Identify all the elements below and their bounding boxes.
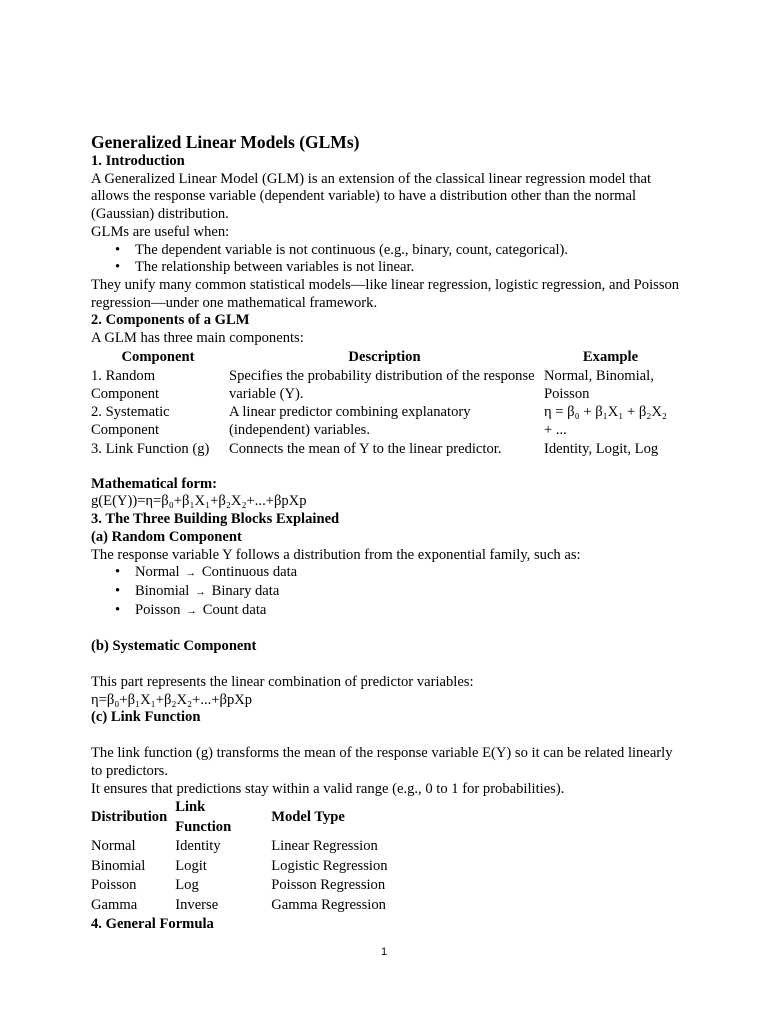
table-row bbox=[89, 367, 679, 403]
dist-data: Binary data bbox=[211, 582, 280, 599]
cell-example: Normal, Binomial, Poisson bbox=[544, 367, 654, 402]
link-function-range-text: It ensures that predictions stay within a valid range (e.g., 0 to 1 for probabilities). bbox=[91, 780, 565, 797]
cell-link: Log bbox=[175, 877, 199, 894]
cell-model: Gamma Regression bbox=[271, 897, 386, 914]
list-item: • The relationship between variables is not linear. bbox=[135, 259, 681, 277]
link-functions-table bbox=[91, 798, 388, 915]
dist-name: Binomial bbox=[135, 582, 190, 599]
useful-when-list bbox=[91, 242, 681, 277]
dist-data: Count data bbox=[202, 601, 267, 618]
link-function-text: The link function (g) transforms the mean of the response variable E(Y) so it can be related linearly to predictors. bbox=[91, 745, 673, 779]
right-arrow-icon: → bbox=[185, 567, 197, 580]
cell-link: Logit bbox=[175, 857, 207, 874]
intro-paragraph: A Generalized Linear Model (GLM) is an extension of the classical linear regression model that allows the response variable (dependent variable) to have a distribution other than the normal (Gaussian) distribution. bbox=[91, 170, 652, 223]
cell-distribution: Binomial bbox=[91, 857, 146, 874]
table-header-row bbox=[91, 798, 388, 837]
header-component: Component bbox=[121, 348, 195, 365]
list-item bbox=[135, 583, 681, 602]
table-row bbox=[91, 837, 388, 857]
page-number: 1 bbox=[380, 946, 388, 958]
section-3-heading: 3. The Three Building Blocks Explained bbox=[91, 511, 340, 528]
unify-paragraph: They unify many common statistical models—like linear regression, logistic regression, and Poisson regression—under one mathematical framework. bbox=[91, 276, 680, 311]
cell-model: Poisson Regression bbox=[271, 877, 386, 894]
cell-description: Connects the mean of Y to the linear predictor. bbox=[229, 440, 502, 457]
section-2-heading: 2. Components of a GLM bbox=[91, 312, 250, 329]
list-item bbox=[135, 602, 681, 621]
cell-description: A linear predictor combining explanatory (independent) variables. bbox=[229, 404, 471, 439]
random-component-text: The response variable Y follows a distribution from the exponential family, such as: bbox=[91, 546, 581, 563]
document-page bbox=[91, 132, 681, 933]
link-function-heading: (c) Link Function bbox=[91, 709, 201, 726]
dist-name: Normal bbox=[135, 564, 180, 581]
linear-predictor-formula: η=β₀+β₁X₁+β₂X₂+...+βpXp bbox=[91, 691, 253, 708]
table-header-row bbox=[89, 348, 679, 367]
cell-link: Identity bbox=[175, 838, 221, 855]
random-component-heading: (a) Random Component bbox=[91, 528, 242, 545]
cell-component: 1. Random Component bbox=[91, 367, 160, 402]
cell-distribution: Gamma bbox=[91, 897, 138, 914]
cell-model: Logistic Regression bbox=[271, 857, 388, 874]
cell-example: Identity, Logit, Log bbox=[544, 440, 659, 457]
systematic-component-heading: (b) Systematic Component bbox=[91, 638, 257, 655]
dist-name: Poisson bbox=[135, 601, 181, 618]
table-row bbox=[91, 857, 388, 877]
header-example: Example bbox=[582, 348, 639, 365]
math-formula: g(E(Y))=η=β₀+β₁X₁+β₂X₂+...+βpXp bbox=[91, 493, 307, 510]
cell-distribution: Poisson bbox=[91, 877, 137, 894]
cell-example: η = β₀ + β₁X₁ + β₂X₂ + ... bbox=[544, 404, 668, 439]
section-1-heading: 1. Introduction bbox=[91, 153, 185, 169]
cell-model: Linear Regression bbox=[271, 838, 378, 855]
cell-description: Specifies the probability distribution of the response variable (Y). bbox=[229, 367, 535, 402]
document-title: Generalized Linear Models (GLMs) bbox=[91, 132, 360, 152]
section-4-heading: 4. General Formula bbox=[91, 915, 214, 932]
header-description: Description bbox=[348, 348, 421, 365]
math-form-label: Mathematical form: bbox=[91, 475, 218, 492]
header-distribution: Distribution bbox=[91, 809, 168, 826]
distribution-list bbox=[91, 564, 681, 620]
dist-data: Continuous data bbox=[201, 564, 298, 581]
cell-component: 3. Link Function (g) bbox=[91, 440, 210, 457]
cell-component: 2. Systematic Component bbox=[91, 404, 170, 439]
systematic-component-text: This part represents the linear combination of predictor variables: bbox=[91, 674, 474, 691]
list-item bbox=[135, 564, 681, 583]
right-arrow-icon: → bbox=[186, 604, 198, 617]
table-row bbox=[89, 403, 679, 439]
header-model-type: Model Type bbox=[271, 809, 345, 826]
right-arrow-icon: → bbox=[194, 585, 206, 598]
cell-link: Inverse bbox=[175, 897, 219, 914]
table-row bbox=[89, 440, 679, 458]
components-table bbox=[89, 348, 679, 458]
table-row bbox=[91, 896, 388, 916]
cell-distribution: Normal bbox=[91, 838, 136, 855]
header-link-function: Link Function bbox=[175, 799, 232, 835]
list-item: • The dependent variable is not continuous (e.g., binary, count, categorical). bbox=[135, 242, 681, 260]
components-intro: A GLM has three main components: bbox=[91, 330, 304, 347]
table-row bbox=[91, 876, 388, 896]
useful-when-text: GLMs are useful when: bbox=[91, 223, 230, 240]
